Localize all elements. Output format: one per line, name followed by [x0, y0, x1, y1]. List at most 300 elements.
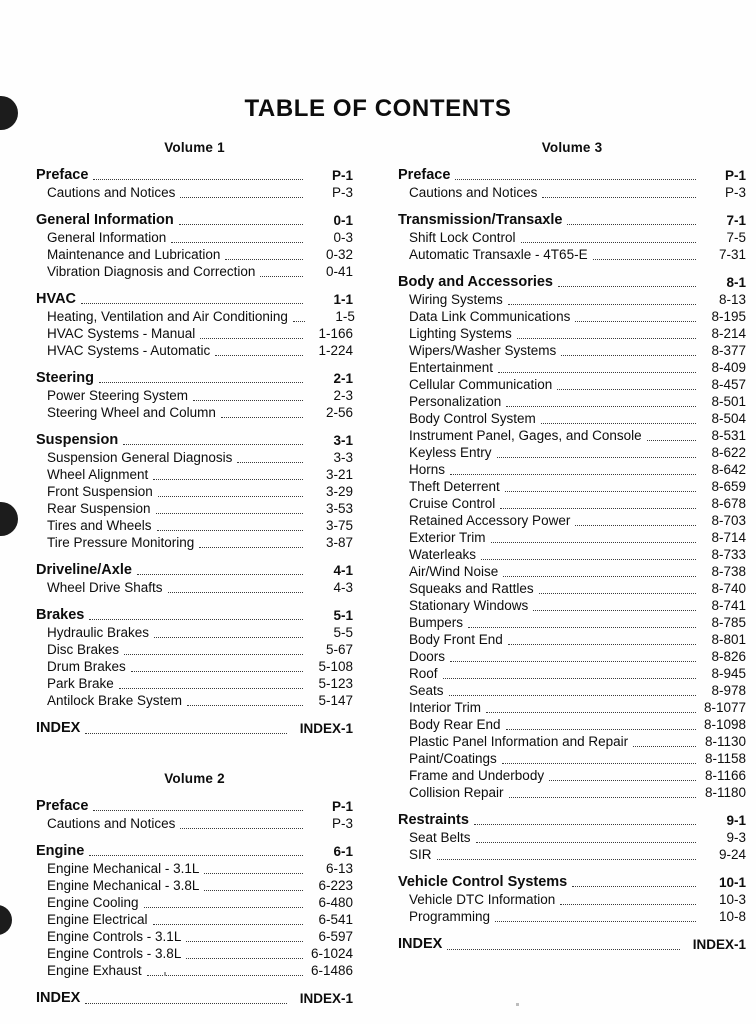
- page-title: TABLE OF CONTENTS: [244, 95, 512, 122]
- toc-entry-label: Exterior Trim: [409, 530, 486, 545]
- toc-entry-page-number: 7-31: [718, 247, 746, 262]
- toc-entry-label: SIR: [409, 847, 432, 862]
- toc-entry-page-number: 8-1: [726, 275, 746, 290]
- toc-entry-label: Engine Cooling: [47, 895, 139, 910]
- toc-entry[interactable]: [36, 500, 353, 517]
- toc-section-group: [398, 212, 746, 263]
- toc-entry-label: Retained Accessory Power: [409, 513, 571, 528]
- toc-entry-page-number: 2-1: [333, 371, 353, 386]
- toc-entry-label: Wipers/Washer Systems: [409, 343, 557, 358]
- toc-entry[interactable]: [398, 716, 746, 733]
- leader-dots: [495, 920, 696, 922]
- toc-entry[interactable]: [398, 342, 746, 359]
- leader-dots: [137, 573, 303, 575]
- toc-entry[interactable]: [36, 579, 353, 596]
- toc-entry[interactable]: [398, 325, 746, 342]
- toc-entry-label: Body Control System: [409, 411, 536, 426]
- toc-entry-page-number: 8-1077: [703, 700, 746, 715]
- toc-entry[interactable]: [36, 624, 353, 641]
- toc-entry-label: Tire Pressure Monitoring: [47, 535, 195, 550]
- toc-entry-page-number: 8-457: [711, 377, 746, 392]
- toc-index-entry[interactable]: [36, 720, 353, 737]
- toc-entry-page-number: 2-56: [325, 405, 353, 420]
- toc-entry-label: Body Rear End: [409, 717, 501, 732]
- toc-entry-page-number: 0-32: [325, 247, 353, 262]
- toc-entry[interactable]: [36, 325, 353, 342]
- toc-entry-label: Hydraulic Brakes: [47, 625, 150, 640]
- toc-entry[interactable]: [36, 962, 353, 979]
- toc-entry[interactable]: [36, 692, 353, 709]
- toc-entry[interactable]: [398, 614, 746, 631]
- leader-dots: [85, 732, 287, 734]
- toc-entry-label: Personalization: [409, 394, 502, 409]
- leader-dots: [204, 889, 303, 891]
- leader-dots: [450, 660, 696, 662]
- toc-entry-label: Keyless Entry: [409, 445, 492, 460]
- toc-entry-page-number: 6-1024: [310, 946, 353, 961]
- toc-entry-label: Lighting Systems: [409, 326, 512, 341]
- toc-entry-label: Engine: [36, 843, 85, 859]
- toc-entry-label: Doors: [409, 649, 446, 664]
- leader-dots: [186, 957, 303, 959]
- toc-entry-page-number: 8-740: [711, 581, 746, 596]
- toc-section-group: [36, 291, 353, 359]
- toc-section-group: [398, 812, 746, 863]
- toc-entry-label: Preface: [36, 167, 89, 183]
- toc-entry[interactable]: [36, 877, 353, 894]
- toc-entry-label: Driveline/Axle: [36, 562, 132, 578]
- toc-entry[interactable]: [398, 750, 746, 767]
- toc-section-heading[interactable]: [398, 212, 746, 229]
- toc-entry-page-number: 3-3: [333, 450, 353, 465]
- toc-entry-label: Cautions and Notices: [47, 816, 176, 831]
- toc-entry[interactable]: [36, 466, 353, 483]
- toc-entry[interactable]: [398, 546, 746, 563]
- toc-entry-page-number: 1-5: [335, 309, 355, 324]
- toc-entry-label: Heating, Ventilation and Air Conditioning: [47, 309, 288, 324]
- toc-entry-label: Engine Controls - 3.8L: [47, 946, 182, 961]
- toc-entry-page-number: 8-733: [711, 547, 746, 562]
- leader-dots: [505, 490, 696, 492]
- leader-dots: [89, 854, 303, 856]
- toc-entry-page-number: 8-377: [711, 343, 746, 358]
- toc-entry-label: Engine Exhaust: [47, 963, 142, 978]
- leader-dots: [491, 541, 696, 543]
- leader-dots: [561, 354, 696, 356]
- toc-entry-label: Suspension: [36, 432, 119, 448]
- leader-dots: [533, 609, 696, 611]
- toc-entry-label: Bumpers: [409, 615, 464, 630]
- toc-entry-label: Air/Wind Noise: [409, 564, 499, 579]
- toc-entry-label: Theft Deterrent: [409, 479, 500, 494]
- leader-dots: [168, 591, 303, 593]
- toc-entry[interactable]: [398, 393, 746, 410]
- toc-entry-page-number: 8-714: [711, 530, 746, 545]
- toc-entry-label: Waterleaks: [409, 547, 477, 562]
- toc-section-heading[interactable]: [398, 874, 746, 891]
- toc-entry[interactable]: [36, 449, 353, 466]
- leader-dots: [186, 940, 303, 942]
- toc-entry-label: Body Front End: [409, 632, 503, 647]
- leader-dots: [93, 178, 303, 180]
- toc-entry[interactable]: [398, 512, 746, 529]
- toc-section-heading[interactable]: [36, 370, 353, 387]
- toc-entry-label: Horns: [409, 462, 446, 477]
- toc-entry-page-number: 3-29: [325, 484, 353, 499]
- toc-entry[interactable]: [36, 928, 353, 945]
- toc-entry-page-number: 8-642: [711, 462, 746, 477]
- toc-entry-page-number: 5-67: [325, 642, 353, 657]
- toc-entry-page-number: P-3: [331, 816, 353, 831]
- leader-dots: [124, 653, 303, 655]
- toc-entry-page-number: 8-1098: [703, 717, 746, 732]
- toc-entry[interactable]: [36, 641, 353, 658]
- leader-dots: [450, 473, 696, 475]
- toc-entry[interactable]: [36, 308, 353, 325]
- toc-section-heading[interactable]: [36, 432, 353, 449]
- toc-entry-page-number: 3-1: [333, 433, 353, 448]
- toc-entry[interactable]: [398, 784, 746, 801]
- toc-entry[interactable]: [398, 648, 746, 665]
- toc-entry-page-number: P-1: [331, 168, 353, 183]
- scan-speck: [164, 972, 166, 976]
- toc-section-heading[interactable]: [398, 812, 746, 829]
- toc-entry-page-number: 3-21: [325, 467, 353, 482]
- toc-entry[interactable]: [36, 404, 353, 421]
- toc-entry-label: Vehicle Control Systems: [398, 874, 568, 890]
- toc-entry-page-number: 5-5: [333, 625, 353, 640]
- toc-entry[interactable]: [398, 529, 746, 546]
- toc-section-group: [36, 370, 353, 421]
- toc-section-group: [398, 274, 746, 801]
- toc-entry-page-number: 9-24: [718, 847, 746, 862]
- toc-entry[interactable]: [36, 675, 353, 692]
- leader-dots: [509, 796, 696, 798]
- toc-entry-label: Preface: [398, 167, 451, 183]
- leader-dots: [506, 405, 696, 407]
- toc-entry[interactable]: [398, 908, 746, 925]
- toc-entry[interactable]: [398, 597, 746, 614]
- toc-entry-page-number: 10-8: [718, 909, 746, 924]
- toc-entry-label: Wiring Systems: [409, 292, 503, 307]
- toc-entry-label: Squeaks and Rattles: [409, 581, 534, 596]
- toc-entry[interactable]: [36, 911, 353, 928]
- leader-dots: [193, 399, 303, 401]
- toc-entry-label: General Information: [47, 230, 167, 245]
- toc-entry-page-number: 6-480: [318, 895, 353, 910]
- toc-entry[interactable]: [398, 665, 746, 682]
- toc-entry-label: Steering: [36, 370, 95, 386]
- toc-entry-page-number: 10-1: [718, 875, 746, 890]
- toc-entry-label: General Information: [36, 212, 174, 228]
- toc-entry[interactable]: [36, 815, 353, 832]
- leader-dots: [237, 461, 303, 463]
- toc-section-group: [36, 212, 353, 280]
- leader-dots: [476, 841, 696, 843]
- toc-entry[interactable]: [36, 483, 353, 500]
- toc-entry-label: Engine Mechanical - 3.8L: [47, 878, 200, 893]
- toc-entry-page-number: P-3: [724, 185, 746, 200]
- toc-entry[interactable]: [36, 184, 353, 201]
- toc-entry-page-number: 8-678: [711, 496, 746, 511]
- toc-entry[interactable]: [36, 860, 353, 877]
- toc-entry[interactable]: [398, 495, 746, 512]
- toc-entry-page-number: 8-195: [711, 309, 746, 324]
- toc-entry-page-number: 7-1: [726, 213, 746, 228]
- leader-dots: [647, 439, 696, 441]
- toc-entry-label: Roof: [409, 666, 438, 681]
- toc-entry-label: Collision Repair: [409, 785, 504, 800]
- toc-entry-page-number: 8-738: [711, 564, 746, 579]
- toc-entry-page-number: 4-1: [333, 563, 353, 578]
- toc-entry-page-number: 2-3: [333, 388, 353, 403]
- toc-entry-label: Front Suspension: [47, 484, 153, 499]
- toc-entry-page-number: INDEX-1: [299, 991, 353, 1006]
- leader-dots: [443, 677, 696, 679]
- leader-dots: [486, 711, 696, 713]
- toc-section-heading[interactable]: [36, 843, 353, 860]
- leader-dots: [225, 258, 303, 260]
- toc-section-heading[interactable]: [36, 291, 353, 308]
- toc-section-heading[interactable]: [398, 167, 746, 184]
- leader-dots: [474, 823, 696, 825]
- toc-section-heading[interactable]: [36, 562, 353, 579]
- toc-entry-page-number: 5-1: [333, 608, 353, 623]
- leader-dots: [156, 512, 303, 514]
- toc-entry-page-number: 1-166: [318, 326, 353, 341]
- leader-dots: [498, 371, 696, 373]
- toc-entry-label: Interior Trim: [409, 700, 482, 715]
- toc-entry[interactable]: [36, 517, 353, 534]
- toc-entry[interactable]: [36, 229, 353, 246]
- toc-entry-label: Instrument Panel, Gages, and Console: [409, 428, 642, 443]
- toc-column-right: [378, 140, 756, 1007]
- toc-entry-label: Engine Controls - 3.1L: [47, 929, 182, 944]
- toc-entry[interactable]: [398, 829, 746, 846]
- leader-dots: [575, 524, 696, 526]
- leader-dots: [541, 422, 696, 424]
- toc-entry-label: Cautions and Notices: [47, 185, 176, 200]
- toc-section-heading[interactable]: [36, 607, 353, 624]
- toc-entry[interactable]: [398, 699, 746, 716]
- toc-section-group: [36, 432, 353, 551]
- toc-entry-label: Steering Wheel and Column: [47, 405, 216, 420]
- toc-section-group: [36, 167, 353, 201]
- toc-entry-label: Engine Electrical: [47, 912, 148, 927]
- toc-entry[interactable]: [398, 359, 746, 376]
- toc-entry-page-number: 9-3: [726, 830, 746, 845]
- leader-dots: [542, 196, 696, 198]
- leader-dots: [199, 546, 303, 548]
- leader-dots: [575, 320, 696, 322]
- leader-dots: [99, 381, 303, 383]
- toc-section-heading[interactable]: [398, 274, 746, 291]
- leader-dots: [539, 592, 696, 594]
- toc-section-heading[interactable]: [36, 167, 353, 184]
- toc-entry-page-number: 8-214: [711, 326, 746, 341]
- toc-entry[interactable]: [398, 846, 746, 863]
- toc-entry[interactable]: [398, 461, 746, 478]
- leader-dots: [503, 575, 696, 577]
- toc-entry-page-number: 8-659: [711, 479, 746, 494]
- toc-entry-page-number: 3-75: [325, 518, 353, 533]
- toc-entry[interactable]: [398, 229, 746, 246]
- toc-entry-page-number: 6-1: [333, 844, 353, 859]
- toc-entry-page-number: 8-801: [711, 632, 746, 647]
- leader-dots: [200, 337, 303, 339]
- toc-entry-page-number: 5-108: [318, 659, 353, 674]
- leader-dots: [502, 762, 696, 764]
- leader-dots: [468, 626, 696, 628]
- toc-entry[interactable]: [398, 291, 746, 308]
- toc-entry-label: Suspension General Diagnosis: [47, 450, 233, 465]
- toc-entry-label: Transmission/Transaxle: [398, 212, 563, 228]
- toc-entry[interactable]: [36, 945, 353, 962]
- toc-entry[interactable]: [36, 387, 353, 404]
- leader-dots: [171, 241, 303, 243]
- leader-dots: [560, 903, 696, 905]
- toc-entry-label: Wheel Alignment: [47, 467, 149, 482]
- leader-dots: [508, 643, 696, 645]
- leader-dots: [521, 241, 696, 243]
- toc-entry-label: Body and Accessories: [398, 274, 553, 290]
- leader-dots: [123, 443, 303, 445]
- toc-entry-page-number: 0-3: [333, 230, 353, 245]
- leader-dots: [81, 302, 303, 304]
- toc-entry[interactable]: [36, 263, 353, 280]
- leader-dots: [204, 872, 303, 874]
- toc-entry-page-number: 8-409: [711, 360, 746, 375]
- toc-entry-page-number: 1-1: [333, 292, 353, 307]
- toc-entry[interactable]: [398, 891, 746, 908]
- toc-entry-label: INDEX: [36, 990, 81, 1006]
- toc-entry-label: Engine Mechanical - 3.1L: [47, 861, 200, 876]
- toc-entry[interactable]: [398, 580, 746, 597]
- toc-entry[interactable]: [398, 427, 746, 444]
- leader-dots: [131, 670, 303, 672]
- toc-entry-page-number: 5-123: [318, 676, 353, 691]
- toc-entry[interactable]: [36, 246, 353, 263]
- toc-entry-label: Programming: [409, 909, 491, 924]
- toc-entry[interactable]: [398, 563, 746, 580]
- volume-heading: Volume 2: [164, 771, 225, 786]
- toc-entry-label: Park Brake: [47, 676, 114, 691]
- toc-entry-page-number: 8-1158: [704, 751, 746, 766]
- leader-dots: [449, 694, 696, 696]
- leader-dots: [447, 948, 680, 950]
- toc-entry[interactable]: [398, 444, 746, 461]
- toc-entry-page-number: 9-1: [726, 813, 746, 828]
- volume-heading: Volume 1: [164, 140, 225, 155]
- toc-entry-label: Antilock Brake System: [47, 693, 183, 708]
- toc-entry-label: INDEX: [398, 936, 443, 952]
- toc-entry[interactable]: [398, 631, 746, 648]
- toc-entry-label: Vehicle DTC Information: [409, 892, 556, 907]
- toc-entry-label: Seat Belts: [409, 830, 471, 845]
- toc-entry-page-number: 8-504: [711, 411, 746, 426]
- toc-entry-page-number: 8-826: [711, 649, 746, 664]
- leader-dots: [180, 827, 303, 829]
- leader-dots: [154, 636, 303, 638]
- leader-dots: [293, 320, 305, 322]
- toc-entry-page-number: 8-945: [711, 666, 746, 681]
- leader-dots: [158, 495, 303, 497]
- toc-entry[interactable]: [398, 246, 746, 263]
- toc-index-entry[interactable]: [398, 936, 746, 953]
- toc-entry-label: Preface: [36, 798, 89, 814]
- leader-dots: [557, 388, 696, 390]
- toc-entry-label: Automatic Transaxle - 4T65-E: [409, 247, 588, 262]
- toc-entry-label: Cautions and Notices: [409, 185, 538, 200]
- toc-entry-page-number: 8-1166: [704, 768, 746, 783]
- leader-dots: [180, 196, 303, 198]
- toc-entry-label: Cellular Communication: [409, 377, 553, 392]
- toc-entry[interactable]: [398, 410, 746, 427]
- toc-entry[interactable]: [398, 376, 746, 393]
- toc-entry-label: Frame and Underbody: [409, 768, 545, 783]
- toc-section-group: [398, 874, 746, 925]
- toc-column-left: [0, 140, 378, 1007]
- toc-entry-label: HVAC Systems - Automatic: [47, 343, 211, 358]
- toc-entry[interactable]: [36, 658, 353, 675]
- leader-dots: [187, 704, 303, 706]
- toc-index-entry[interactable]: [36, 990, 353, 1007]
- leader-dots: [85, 1002, 287, 1004]
- toc-section-group: [36, 607, 353, 709]
- toc-entry-page-number: 7-5: [726, 230, 746, 245]
- toc-section-group: [36, 843, 353, 979]
- toc-entry-page-number: 8-785: [711, 615, 746, 630]
- toc-entry[interactable]: [36, 534, 353, 551]
- toc-entry-label: Disc Brakes: [47, 642, 120, 657]
- toc-entry[interactable]: [36, 342, 353, 359]
- toc-entry[interactable]: [398, 767, 746, 784]
- toc-section-heading[interactable]: [36, 798, 353, 815]
- toc-entry-label: HVAC: [36, 291, 77, 307]
- toc-entry-label: Rear Suspension: [47, 501, 151, 516]
- toc-columns: [0, 140, 756, 1007]
- leader-dots: [500, 507, 696, 509]
- toc-entry-page-number: 0-41: [325, 264, 353, 279]
- leader-dots: [508, 303, 696, 305]
- leader-dots: [260, 275, 303, 277]
- toc-entry[interactable]: [36, 894, 353, 911]
- toc-section-heading[interactable]: [36, 212, 353, 229]
- toc-entry-page-number: 5-147: [318, 693, 353, 708]
- toc-entry-page-number: 8-978: [711, 683, 746, 698]
- toc-entry-label: Power Steering System: [47, 388, 189, 403]
- toc-entry-page-number: 1-224: [318, 343, 353, 358]
- toc-entry-label: Brakes: [36, 607, 85, 623]
- leader-dots: [93, 809, 303, 811]
- toc-entry[interactable]: [398, 308, 746, 325]
- leader-dots: [179, 223, 303, 225]
- toc-section-group: [36, 562, 353, 596]
- toc-entry[interactable]: [398, 682, 746, 699]
- toc-entry-page-number: 6-541: [318, 912, 353, 927]
- toc-entry-page-number: 6-1486: [310, 963, 353, 978]
- toc-entry-label: Tires and Wheels: [47, 518, 152, 533]
- toc-entry[interactable]: [398, 733, 746, 750]
- toc-entry-label: Cruise Control: [409, 496, 496, 511]
- leader-dots: [517, 337, 696, 339]
- toc-entry-page-number: 8-501: [711, 394, 746, 409]
- toc-entry-page-number: 8-741: [711, 598, 746, 613]
- toc-entry[interactable]: [398, 478, 746, 495]
- leader-dots: [147, 974, 303, 976]
- toc-entry[interactable]: [398, 184, 746, 201]
- toc-entry-page-number: INDEX-1: [299, 721, 353, 736]
